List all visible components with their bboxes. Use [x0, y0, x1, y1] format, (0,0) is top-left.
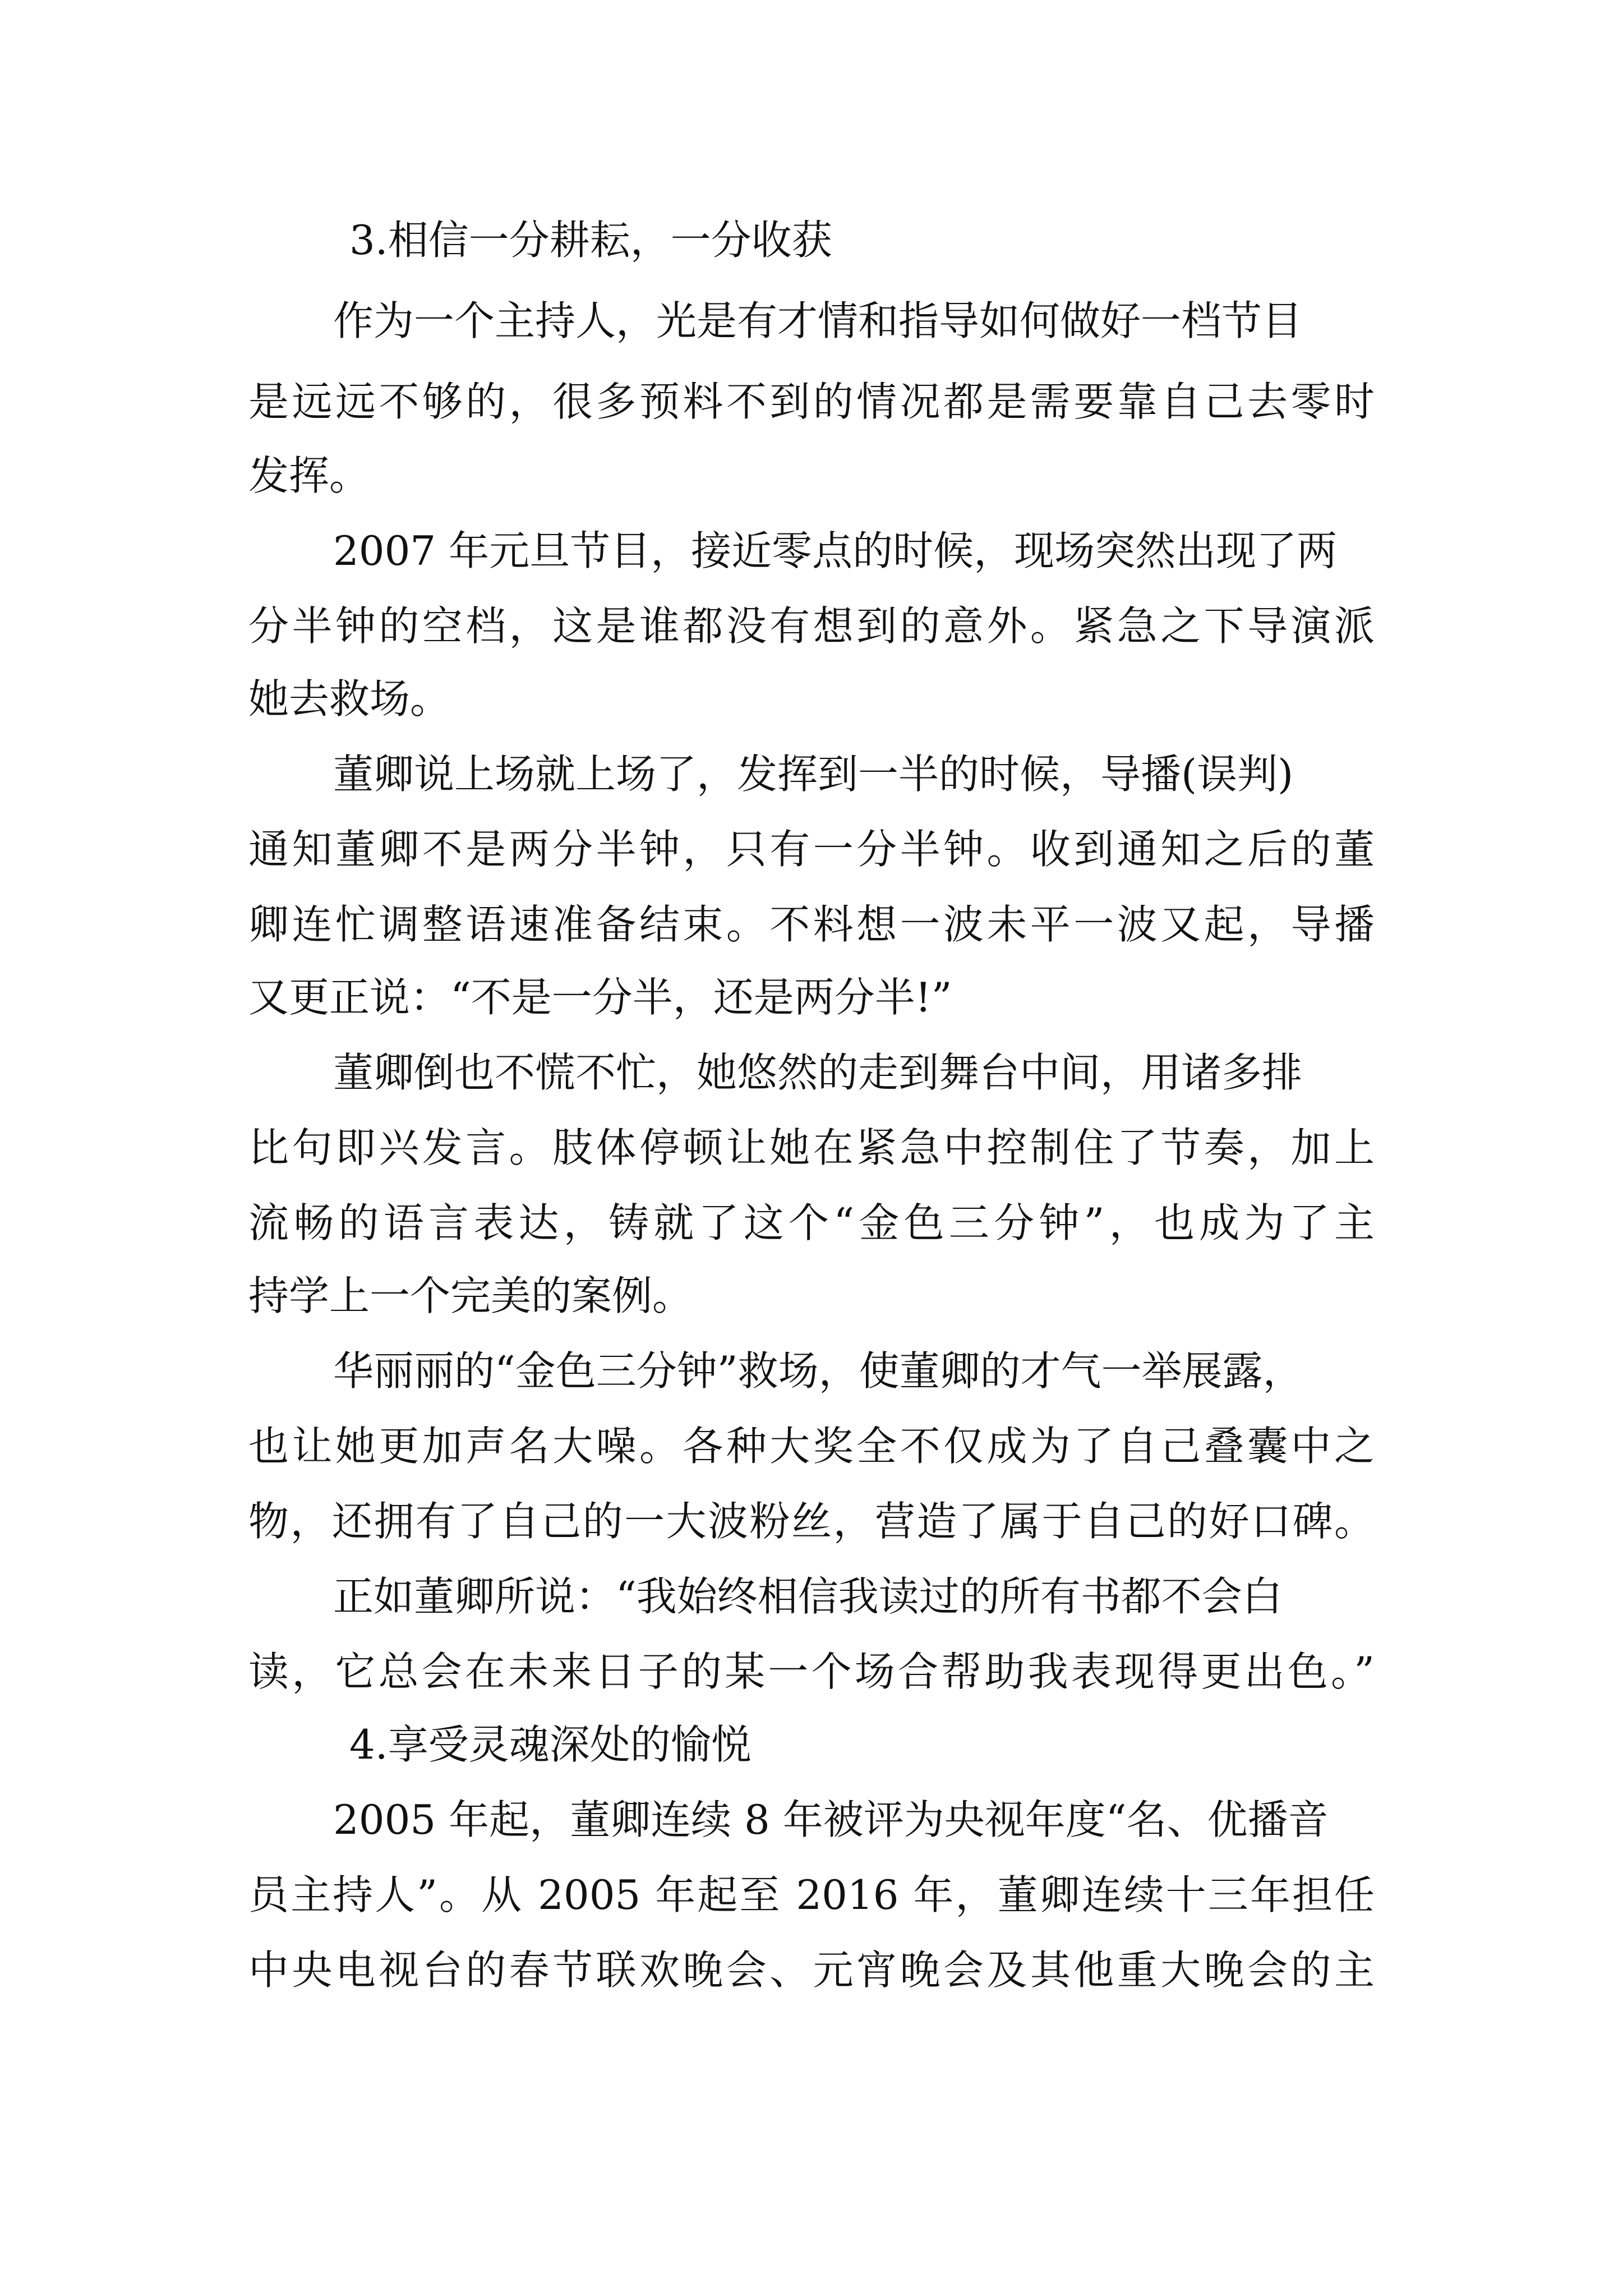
text-line: 作为一个主持人，光是有才情和指导如何做好一档节目	[333, 297, 1303, 344]
text-line: 她去救场。	[248, 675, 451, 723]
text-line: 也让她更加声名大噪。各种大奖全不仅成为了自己叠囊中之	[248, 1423, 1375, 1470]
text-line: 2005 年起，董卿连续 8 年被评为央视年度“名、优播音	[333, 1796, 1329, 1843]
text-line: 中央电视台的春节联欢晚会、元宵晚会及其他重大晚会的主	[248, 1947, 1375, 1994]
text-line: 流畅的语言表达，铸就了这个“金色三分钟”，也成为了主	[248, 1199, 1375, 1246]
text-line: 员主持人”。从 2005 年起至 2016 年，董卿连续十三年担任	[248, 1871, 1375, 1918]
text-line: 2007 年元旦节目，接近零点的时候，现场突然出现了两	[333, 527, 1338, 574]
section-heading-3: 3.相信一分耕耘，一分收获	[349, 217, 832, 264]
text-line: 正如董卿所说：“我始终相信我读过的所有书都不会白	[333, 1573, 1283, 1620]
text-line: 读，它总会在未来日子的某一个场合帮助我表现得更出色。”	[248, 1648, 1375, 1695]
text-line: 卿连忙调整语速准备结束。不料想一波未平一波又起，导播	[248, 901, 1375, 948]
text-line: 持学上一个完美的案例。	[248, 1272, 693, 1319]
text-line: 比句即兴发言。肢体停顿让她在紧急中控制住了节奏，加上	[248, 1124, 1375, 1171]
text-line: 华丽丽的“金色三分钟”救场，使董卿的才气一举展露，	[333, 1347, 1303, 1395]
text-line: 通知董卿不是两分半钟，只有一分半钟。收到通知之后的董	[248, 826, 1375, 873]
text-line: 董卿倒也不慌不忙，她悠然的走到舞台中间，用诸多排	[333, 1049, 1303, 1096]
text-line: 董卿说上场就上场了，发挥到一半的时候，导播(误判)	[333, 751, 1294, 798]
section-heading-4: 4.享受灵魂深处的愉悦	[349, 1721, 751, 1768]
text-line: 是远远不够的，很多预料不到的情况都是需要靠自己去零时	[248, 378, 1375, 425]
text-line: 分半钟的空档，这是谁都没有想到的意外。紧急之下导演派	[248, 602, 1375, 650]
text-line: 物，还拥有了自己的一大波粉丝，营造了属于自己的好口碑。	[248, 1498, 1375, 1545]
text-line: 又更正说：“不是一分半，还是两分半!”	[248, 974, 952, 1021]
text-line: 发挥。	[248, 452, 370, 499]
